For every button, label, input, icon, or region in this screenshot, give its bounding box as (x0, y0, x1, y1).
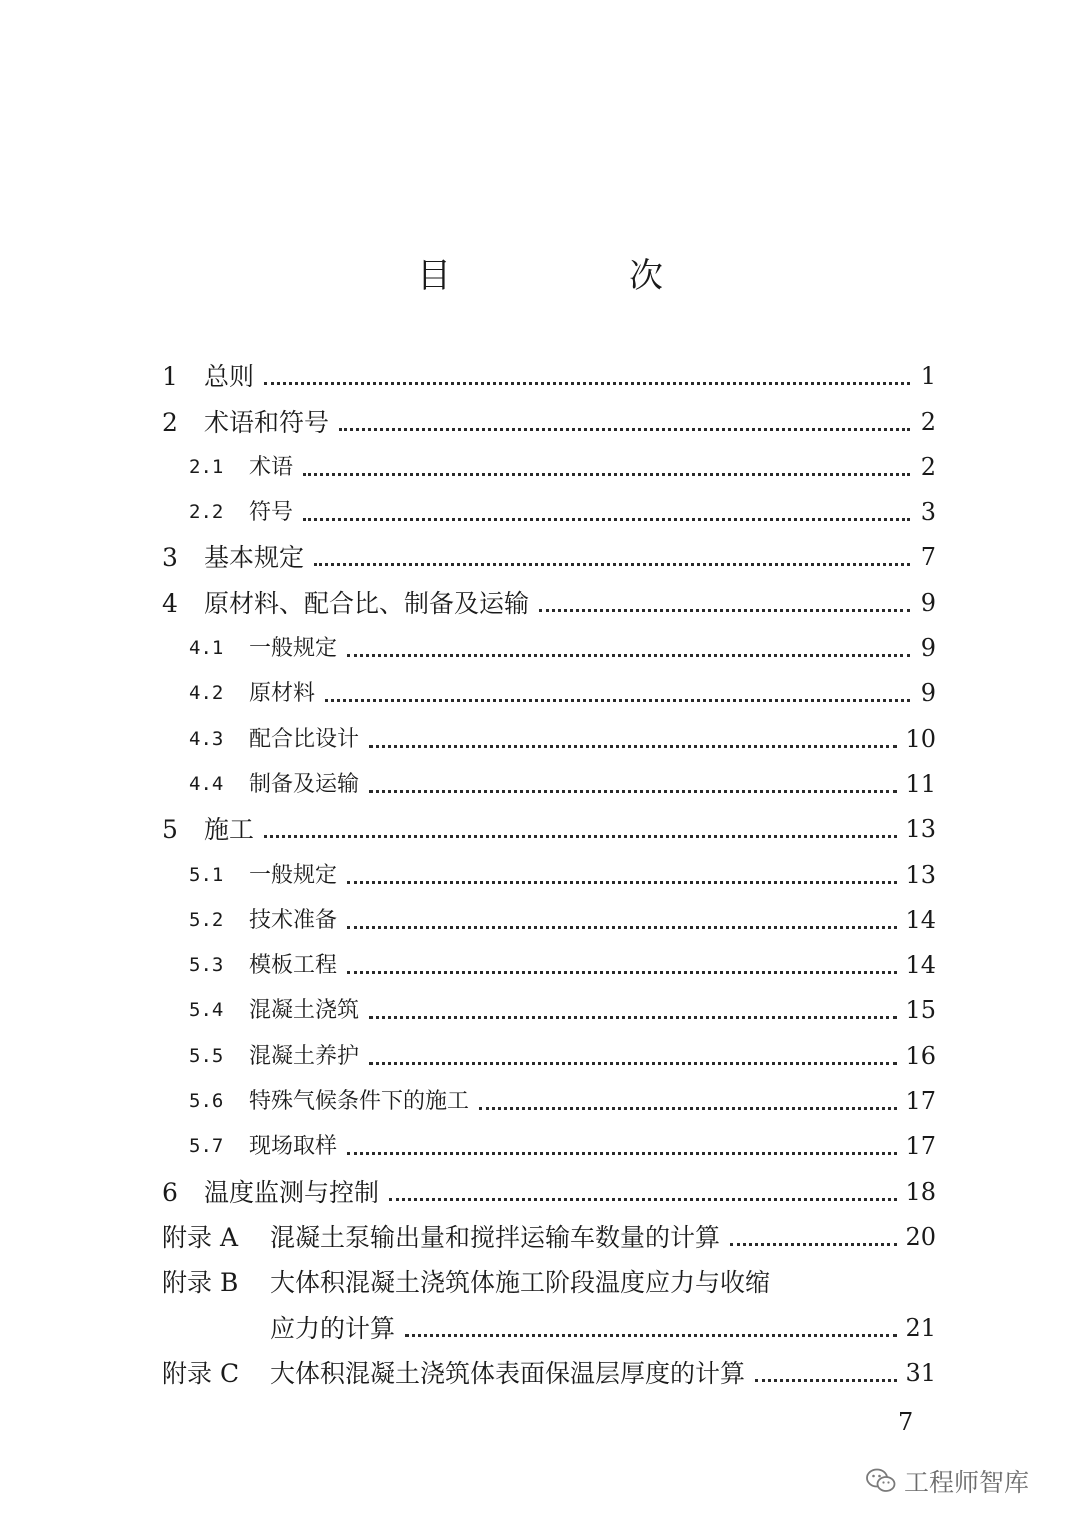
toc-entry-title: 现场取样 (249, 1134, 338, 1160)
toc-entry-page: 13 (905, 815, 936, 844)
toc-entry-title: 大体积混凝土浇筑体表面保温层厚度的计算 (270, 1358, 746, 1388)
toc-dot-leader (369, 790, 897, 793)
toc-entry (162, 898, 936, 943)
toc-entry-number: 5.4 (189, 999, 224, 1022)
toc-entry-number: 2.2 (189, 501, 224, 524)
toc-dot-leader (339, 428, 910, 431)
toc-entry-page: 18 (905, 1177, 936, 1206)
toc-dot-leader (479, 1107, 897, 1110)
toc-entry (162, 943, 936, 988)
toc-entry-title: 混凝土浇筑 (249, 998, 360, 1024)
toc-entry-title: 符号 (249, 500, 294, 526)
toc-entry-page: 3 (920, 498, 936, 527)
toc-entry-number: 5.7 (189, 1135, 224, 1158)
toc-entry (162, 1033, 936, 1078)
toc-entry-page: 10 (905, 724, 936, 753)
toc-entry (162, 626, 936, 671)
toc-entry-title: 施工 (204, 815, 255, 845)
toc-entry-number: 5.3 (189, 954, 224, 977)
toc-dot-leader (264, 382, 910, 385)
toc-entry (162, 1260, 936, 1305)
toc-entry (162, 807, 936, 852)
toc-entry-title: 一般规定 (249, 862, 338, 888)
toc-dot-leader (303, 473, 910, 476)
toc-dot-leader (369, 1062, 897, 1065)
toc-entry (162, 1169, 936, 1214)
toc-entry (162, 580, 936, 625)
toc-entry-page: 9 (920, 679, 936, 708)
toc-entry-title: 大体积混凝土浇筑体施工阶段温度应力与收缩 (270, 1268, 771, 1298)
toc-entry-number: 5.6 (189, 1090, 224, 1113)
toc-entry (162, 1215, 936, 1260)
page-number: 7 (898, 1408, 914, 1436)
toc-entry-page: 14 (905, 905, 936, 934)
toc-dot-leader (389, 1198, 897, 1201)
toc-entry-title: 混凝土泵输出量和搅拌运输车数量的计算 (270, 1222, 721, 1252)
toc-entry (162, 535, 936, 580)
toc-entry (162, 1305, 936, 1350)
toc-dot-leader (405, 1334, 897, 1337)
toc-entry-page: 9 (920, 588, 936, 617)
toc-entry-number: 4.1 (189, 637, 224, 660)
toc-entry (162, 988, 936, 1033)
toc-entry-page: 17 (905, 1132, 936, 1161)
toc-entry-number: 5.1 (189, 863, 224, 886)
toc-dot-leader (325, 699, 910, 702)
toc-entry-page: 31 (905, 1358, 936, 1387)
toc-entry-title: 总则 (204, 362, 255, 392)
toc-entry-title: 技术准备 (249, 907, 338, 933)
toc-entry-number: 6 (162, 1177, 178, 1207)
toc-entry-number: 1 (162, 362, 178, 392)
wechat-icon (866, 1468, 896, 1494)
toc-entry-page: 2 (920, 452, 936, 481)
toc-entry-title: 原材料、配合比、制备及运输 (204, 588, 530, 618)
toc-dot-leader (347, 1152, 897, 1155)
toc-entry-number: 附录 B (162, 1268, 239, 1298)
toc-entry-page: 7 (920, 543, 936, 572)
watermark (866, 1463, 1029, 1499)
toc-entry-page: 16 (905, 1041, 936, 1070)
toc-entry-number: 附录 A (162, 1222, 239, 1252)
toc-entry-page: 1 (920, 362, 936, 391)
toc-entry (162, 399, 936, 444)
toc-entry-number: 3 (162, 543, 178, 573)
toc-entry-title: 术语和符号 (204, 407, 330, 437)
toc-entry-page: 9 (920, 634, 936, 663)
toc-entry-number: 2 (162, 407, 178, 437)
toc-dot-leader (369, 1016, 897, 1019)
toc-dot-leader (347, 971, 897, 974)
toc-entry-number: 5.5 (189, 1044, 224, 1067)
table-of-contents (162, 354, 936, 1396)
page-title: 目 次 (417, 256, 735, 296)
toc-entry (162, 1079, 936, 1124)
toc-entry-number: 4.3 (189, 727, 224, 750)
toc-entry (162, 716, 936, 761)
toc-dot-leader (347, 881, 897, 884)
toc-entry-number: 附录 C (162, 1358, 240, 1388)
toc-entry-title: 制备及运输 (249, 771, 360, 797)
toc-entry-title: 原材料 (249, 681, 316, 707)
toc-entry-title: 模板工程 (249, 953, 338, 979)
toc-entry (162, 852, 936, 897)
toc-dot-leader (347, 926, 897, 929)
toc-dot-leader (369, 745, 897, 748)
toc-dot-leader (314, 563, 910, 566)
toc-entry-number: 4.2 (189, 682, 224, 705)
toc-entry (162, 1351, 936, 1396)
toc-entry-title: 术语 (249, 454, 294, 480)
toc-entry-page: 20 (905, 1222, 936, 1251)
toc-entry-page: 21 (905, 1313, 936, 1342)
toc-entry-title: 特殊气候条件下的施工 (249, 1089, 470, 1115)
toc-entry-page: 2 (920, 407, 936, 436)
toc-entry-title: 应力的计算 (270, 1313, 396, 1343)
toc-entry (162, 1124, 936, 1169)
watermark-text: 工程师智库 (904, 1468, 1030, 1497)
toc-entry-title: 混凝土养护 (249, 1043, 360, 1069)
toc-entry (162, 490, 936, 535)
toc-entry (162, 354, 936, 399)
toc-entry (162, 445, 936, 490)
toc-entry (162, 671, 936, 716)
toc-entry-title: 基本规定 (204, 543, 305, 573)
toc-entry-number: 5.2 (189, 908, 224, 931)
toc-entry-page: 17 (905, 1087, 936, 1116)
toc-entry-title: 配合比设计 (249, 726, 360, 752)
toc-entry-number: 2.1 (189, 455, 224, 478)
toc-entry (162, 762, 936, 807)
toc-entry-number: 4 (162, 588, 178, 618)
toc-dot-leader (264, 835, 897, 838)
toc-entry-title: 温度监测与控制 (204, 1177, 380, 1207)
toc-entry-number: 5 (162, 815, 178, 845)
toc-dot-leader (539, 609, 910, 612)
toc-dot-leader (303, 518, 910, 521)
toc-dot-leader (347, 654, 910, 657)
toc-entry-title: 一般规定 (249, 636, 338, 662)
toc-entry-page: 14 (905, 951, 936, 980)
toc-entry-page: 11 (905, 769, 936, 798)
toc-dot-leader (730, 1243, 897, 1246)
toc-entry-page: 13 (905, 860, 936, 889)
toc-entry-page: 15 (905, 996, 936, 1025)
toc-dot-leader (755, 1379, 897, 1382)
toc-entry-number: 4.4 (189, 772, 224, 795)
